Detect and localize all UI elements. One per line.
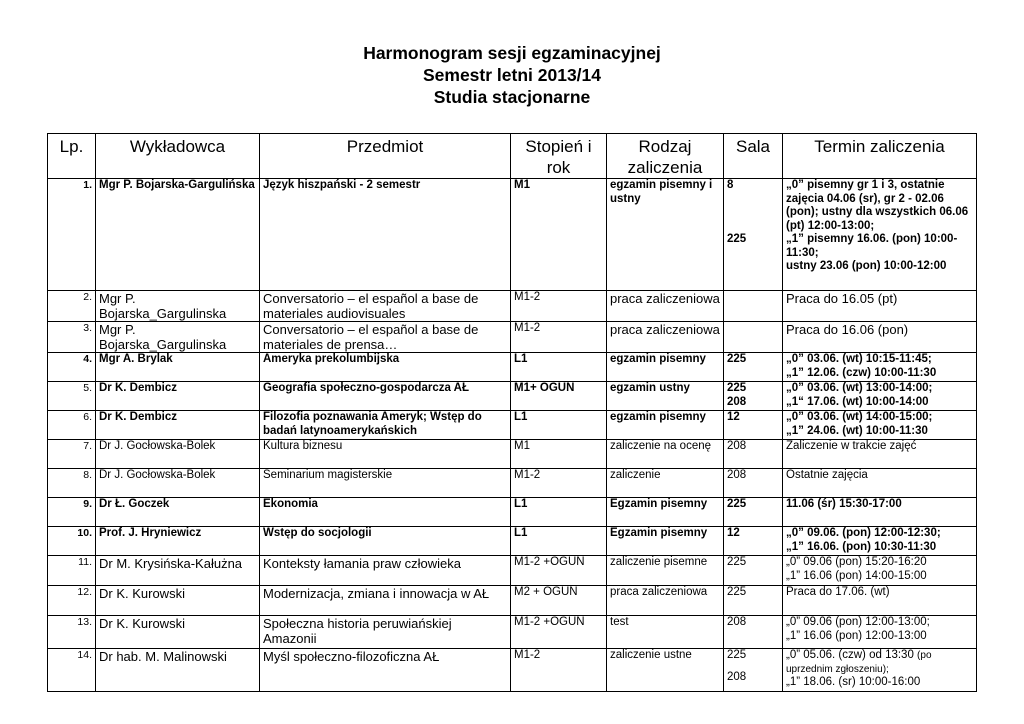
table-row	[48, 586, 977, 616]
term-line: „0” 09.06 (pon) 12:00-13:00;	[786, 616, 930, 628]
cell-level: M1-2	[511, 322, 607, 353]
term-line: „1” 24.06. (wt) 10:00-11:30	[786, 424, 928, 437]
table-row	[48, 649, 977, 692]
cell-room: 208	[724, 616, 783, 649]
cell-level: L1	[511, 353, 607, 382]
cell-term	[783, 527, 977, 556]
room-b: 208	[727, 395, 747, 408]
cell-term: Praca do 16.05 (pt)	[783, 291, 977, 322]
term-line: „1“ 17.06. (wt) 10:00-14:00	[786, 395, 929, 408]
table-row	[48, 179, 977, 291]
cell-term	[783, 353, 977, 382]
cell-type: praca zaliczeniowa	[607, 291, 724, 322]
cell-term	[783, 411, 977, 440]
term-line: „0” 09.06. (pon) 12:00-12:30;	[786, 527, 941, 539]
cell-term: Praca do 17.06. (wt)	[783, 586, 977, 616]
cell-lecturer: Dr K. Kurowski	[96, 616, 260, 649]
table-row	[48, 291, 977, 322]
cell-type: zaliczenie ustne	[607, 649, 724, 692]
cell-room: 12	[724, 527, 783, 556]
header-room: Sala	[724, 134, 783, 179]
cell-lp: 12.	[48, 586, 96, 616]
cell-room	[724, 649, 783, 692]
cell-type: praca zaliczeniowa	[607, 322, 724, 353]
cell-subject: Modernizacja, zmiana i innowacja w AŁ	[260, 586, 511, 616]
cell-term	[783, 556, 977, 586]
cell-lp: 9.	[48, 498, 96, 527]
table-row	[48, 527, 977, 556]
cell-level: M2 + OGUN	[511, 586, 607, 616]
cell-subject: Społeczna historia peruwiańskiej Amazonii	[260, 616, 511, 649]
cell-lp: 1.	[48, 179, 96, 291]
cell-room	[724, 322, 783, 353]
cell-room	[724, 179, 783, 291]
cell-lecturer: Mgr P. Bojarska_Gargulinska	[96, 291, 260, 322]
table-row	[48, 353, 977, 382]
title-line-1: Harmonogram sesji egzaminacyjnej	[363, 43, 661, 63]
cell-term	[783, 382, 977, 411]
cell-subject: Konteksty łamania praw człowieka	[260, 556, 511, 586]
cell-term: Ostatnie zajęcia	[783, 469, 977, 498]
table-row	[48, 469, 977, 498]
cell-lecturer: Mgr P. Bojarska-Gargulińska	[96, 179, 260, 291]
cell-type: praca zaliczeniowa	[607, 586, 724, 616]
cell-subject: Ekonomia	[260, 498, 511, 527]
header-type: Rodzaj zaliczenia	[607, 134, 724, 179]
cell-lp: 6.	[48, 411, 96, 440]
cell-level: L1	[511, 411, 607, 440]
cell-lp: 11.	[48, 556, 96, 586]
table-row	[48, 556, 977, 586]
table-row	[48, 411, 977, 440]
term-line: „1” 12.06. (czw) 10:00-11:30	[786, 366, 937, 379]
cell-lecturer: Dr K. Dembicz	[96, 411, 260, 440]
cell-subject: Conversatorio – el español a base de materiales audiovisuales	[260, 291, 511, 322]
cell-term: 11.06 (śr) 15:30-17:00	[783, 498, 977, 527]
cell-subject: Geografia społeczno-gospodarcza AŁ	[260, 382, 511, 411]
cell-type: test	[607, 616, 724, 649]
cell-room: 12	[724, 411, 783, 440]
cell-type: zaliczenie na ocenę	[607, 440, 724, 469]
room-a: 225	[727, 649, 747, 661]
cell-level: M1	[511, 179, 607, 291]
cell-level: M1	[511, 440, 607, 469]
title-line-2: Semestr letni 2013/14	[422, 65, 602, 85]
term-line: „0” 03.06. (wt) 13:00-14:00;	[786, 382, 933, 394]
cell-type: egzamin pisemny	[607, 353, 724, 382]
cell-type: Egzamin pisemny	[607, 498, 724, 527]
cell-room	[724, 382, 783, 411]
exam-schedule-table	[47, 133, 977, 692]
cell-subject: Wstęp do socjologii	[260, 527, 511, 556]
cell-lecturer: Dr J. Gocłowska-Bolek	[96, 469, 260, 498]
cell-type: Egzamin pisemny	[607, 527, 724, 556]
term-line	[786, 649, 973, 676]
cell-lp: 2.	[48, 291, 96, 322]
header-lecturer: Wykładowca	[96, 134, 260, 179]
cell-lecturer: Dr K. Kurowski	[96, 586, 260, 616]
cell-subject: Seminarium magisterskie	[260, 469, 511, 498]
room-b: 208	[727, 670, 747, 683]
cell-lecturer: Dr J. Gocłowska-Bolek	[96, 440, 260, 469]
cell-lecturer: Dr hab. M. Malinowski	[96, 649, 260, 692]
cell-type: zaliczenie	[607, 469, 724, 498]
cell-type: egzamin ustny	[607, 382, 724, 411]
cell-lecturer: Dr M. Krysińska-Kałużna	[96, 556, 260, 586]
cell-lecturer: Mgr P. Bojarska_Gargulinska	[96, 322, 260, 353]
cell-room	[724, 291, 783, 322]
room-a: 8	[727, 179, 734, 191]
cell-room: 225	[724, 353, 783, 382]
cell-type: egzamin pisemny i ustny	[607, 179, 724, 291]
cell-term: Zaliczenie w trakcie zajęć	[783, 440, 977, 469]
term-line: „1” 16.06 (pon) 14:00-15:00	[786, 569, 927, 582]
term-line: „1” 18.06. (sr) 10:00-16:00	[786, 676, 921, 688]
cell-term	[783, 649, 977, 692]
cell-lp: 13.	[48, 616, 96, 649]
cell-lp: 3.	[48, 322, 96, 353]
cell-lp: 10.	[48, 527, 96, 556]
cell-subject: Conversatorio – el español a base de materiales de prensa…	[260, 322, 511, 353]
cell-subject: Kultura biznesu	[260, 440, 511, 469]
cell-room: 225	[724, 498, 783, 527]
cell-lp: 4.	[48, 353, 96, 382]
cell-term: Praca do 16.06 (pon)	[783, 322, 977, 353]
title-line-3: Studia stacjonarne	[433, 87, 591, 107]
cell-term	[783, 179, 977, 291]
cell-level: M1+ OGUN	[511, 382, 607, 411]
table-row	[48, 382, 977, 411]
cell-type: zaliczenie pisemne	[607, 556, 724, 586]
table-row	[48, 440, 977, 469]
cell-subject: Ameryka prekolumbijska	[260, 353, 511, 382]
header-level: Stopień i rok	[511, 134, 607, 179]
table-row	[48, 322, 977, 353]
term-line: „0” 03.06. (wt) 14:00-15:00;	[786, 411, 933, 423]
cell-lecturer: Dr K. Dembicz	[96, 382, 260, 411]
cell-lp: 7.	[48, 440, 96, 469]
term-line: „0” 09.06 (pon) 15:20-16:20	[786, 556, 927, 568]
header-term: Termin zaliczenia	[783, 134, 977, 179]
term-note: (po uprzednim zgłoszeniu);	[786, 650, 932, 675]
cell-level: L1	[511, 498, 607, 527]
cell-lp: 8.	[48, 469, 96, 498]
term-line: „1” 16.06. (pon) 10:30-11:30	[786, 540, 937, 553]
cell-lecturer: Prof. J. Hryniewicz	[96, 527, 260, 556]
cell-level: M1-2	[511, 649, 607, 692]
cell-lecturer: Mgr A. Brylak	[96, 353, 260, 382]
cell-term	[783, 616, 977, 649]
cell-type: egzamin pisemny	[607, 411, 724, 440]
cell-room: 208	[724, 469, 783, 498]
table-row	[48, 616, 977, 649]
cell-room: 225	[724, 556, 783, 586]
term-text: „0” 05.06. (czw) od 13:30	[786, 649, 914, 661]
cell-lp: 14.	[48, 649, 96, 692]
cell-level: M1-2	[511, 469, 607, 498]
room-b: 225	[727, 232, 747, 245]
cell-room: 208	[724, 440, 783, 469]
term-line: ustny 23.06 (pon) 10:00-12:00	[786, 260, 947, 272]
term-line: „1” pisemny 16.06. (pon) 10:00-11:30;	[786, 233, 958, 259]
cell-level: M1-2	[511, 291, 607, 322]
header-lp: Lp.	[48, 134, 96, 179]
term-line: „0” pisemny gr 1 i 3, ostatnie zajęcia 04.06 (sr), gr 2 - 02.06 (pon); ustny dla wszystkich 06.06 (pt) 12:00-13:00;	[786, 179, 969, 232]
cell-subject: Język hiszpański - 2 semestr	[260, 179, 511, 291]
cell-level: M1-2 +OGUN	[511, 556, 607, 586]
cell-room: 225	[724, 586, 783, 616]
room-a: 225	[727, 382, 747, 394]
table-row	[48, 498, 977, 527]
cell-lecturer: Dr Ł. Goczek	[96, 498, 260, 527]
term-line: „1” 16.06 (pon) 12:00-13:00	[786, 629, 927, 642]
cell-lp: 5.	[48, 382, 96, 411]
header-row	[48, 134, 977, 179]
cell-level: L1	[511, 527, 607, 556]
term-line: „0” 03.06. (wt) 10:15-11:45;	[786, 353, 932, 365]
cell-level: M1-2 +OGUN	[511, 616, 607, 649]
cell-subject: Filozofia poznawania Ameryk; Wstęp do badań latynoamerykańskich	[260, 411, 511, 440]
header-subject: Przedmiot	[260, 134, 511, 179]
cell-subject: Myśl społeczno-filozoficzna AŁ	[260, 649, 511, 692]
document-title	[0, 42, 1024, 108]
